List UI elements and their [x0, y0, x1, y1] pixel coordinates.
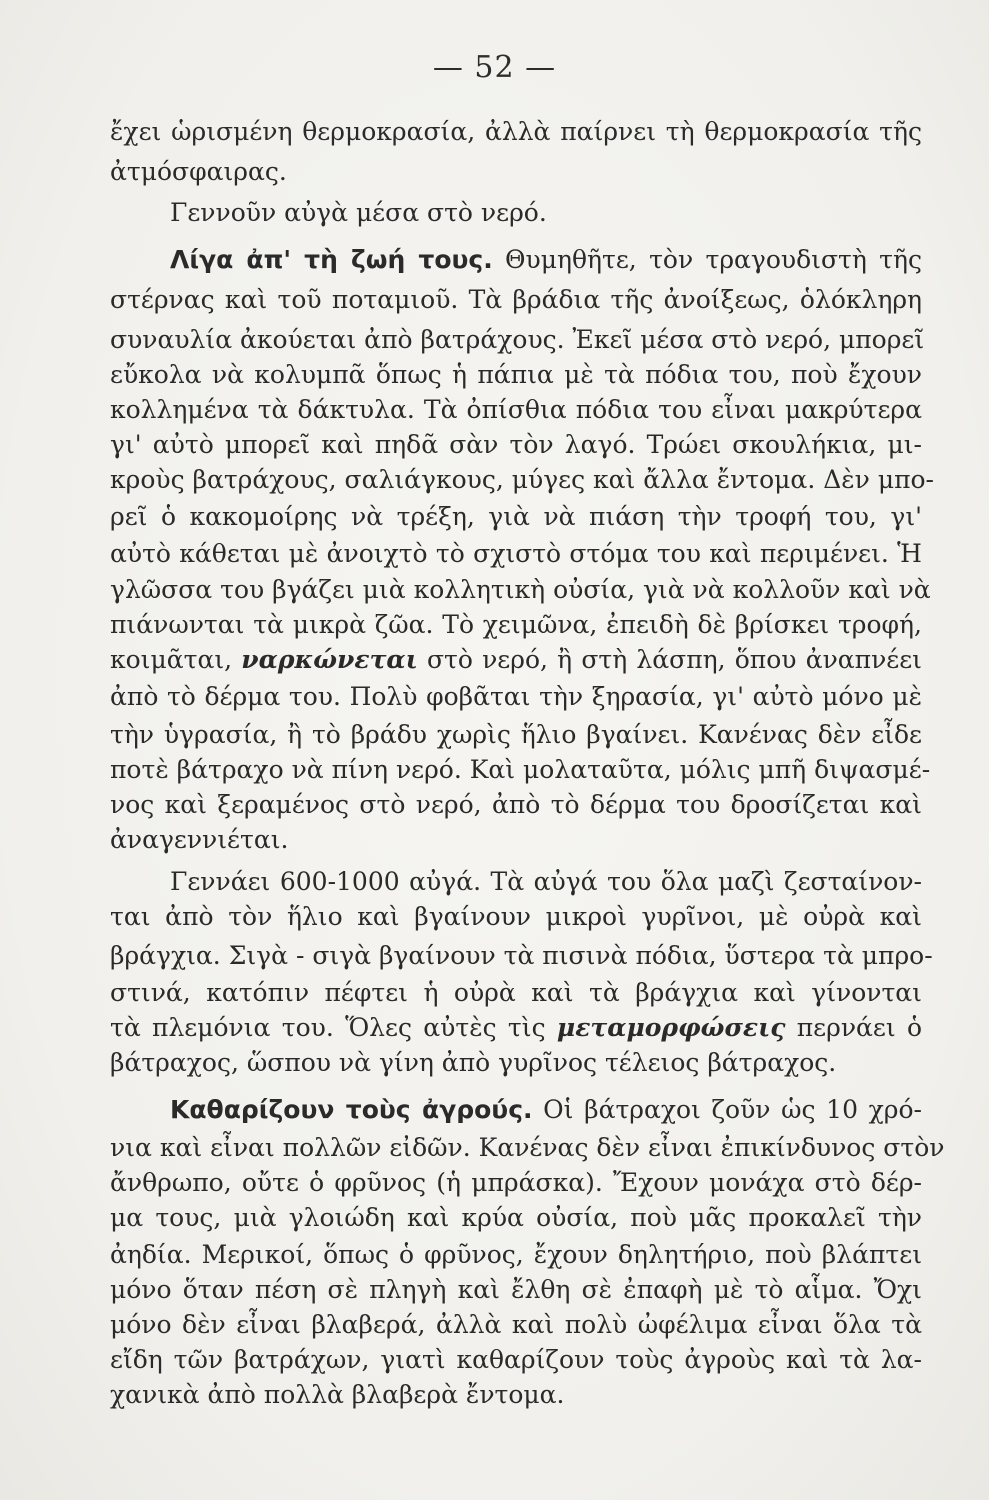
text-line: συναυλία ἀκούεται ἀπὸ βατράχους. Ἐκεῖ μέσα στὸ νερό, μπορεῖ: [110, 325, 925, 354]
text-line: ται ἀπὸ τὸν ἥλιο καὶ βγαίνουν μικροὶ γυρῖνοι, μὲ οὐρὰ καὶ: [110, 902, 922, 931]
page-number: — 52 —: [432, 50, 557, 85]
text-line: γλῶσσα του βγάζει μιὰ κολλητικὴ οὐσία, γιὰ νὰ κολλοῦν καὶ νὰ: [110, 575, 931, 604]
text-line: ἀηδία. Μερικοί, ὅπως ὁ φρῦνος, ἔχουν δηλητήριο, ποὺ βλάπτει: [110, 1240, 922, 1269]
text-line: κολλημένα τὰ δάκτυλα. Τὰ ὀπίσθια πόδια του εἶναι μακρύτερα: [110, 395, 922, 424]
text-line: ἄνθρωπο, οὔτε ὁ φρῦνος (ἡ μπράσκα). Ἔχουν μονάχα στὸ δέρ-: [110, 1168, 922, 1197]
text-line: ἔχει ὡρισμένη θερμοκρασία, ἀλλὰ παίρνει τὴ θερμοκρασία τῆς: [110, 117, 922, 146]
text-run: κοιμᾶται,: [110, 645, 242, 674]
text-line: κροὺς βατράχους, σαλιάγκους, μύγες καὶ ἄλλα ἔντομα. Δὲν μπο-: [110, 465, 934, 494]
text-line: ἀναγεννιέται.: [110, 825, 289, 854]
text-line: μόνο δὲν εἶναι βλαβερά, ἀλλὰ καὶ πολὺ ὠφέλιμα εἶναι ὅλα τὰ: [110, 1310, 922, 1339]
text-line: ρεῖ ὁ κακομοίρης νὰ τρέξη, γιὰ νὰ πιάση τὴν τροφή του, γι': [110, 502, 922, 531]
text-line: στινά, κατόπιν πέφτει ἡ οὐρὰ καὶ τὰ βράγχια καὶ γίνονται: [110, 978, 922, 1007]
text-line: νια καὶ εἶναι πολλῶν εἰδῶν. Κανένας δὲν εἶναι ἐπικίνδυνος στὸν: [110, 1133, 945, 1162]
text-line: ποτὲ βάτραχο νὰ πίνη νερό. Καὶ μολαταῦτα, μόλις μπῆ διψασμέ-: [110, 755, 931, 784]
section-heading: Λίγα ἀπ' τὴ ζωή τους.: [170, 245, 493, 274]
text-line: [110, 1008, 922, 1048]
text-line: ἀτμόσφαιρας.: [110, 157, 287, 186]
text-run: Θυμηθῆτε, τὸν τραγουδιστὴ τῆς: [492, 245, 922, 274]
emphasis-term: μεταμορφώσεις: [556, 1013, 786, 1042]
text-run: στὸ νερό, ἢ στὴ λάσπη, ὅπου ἀναπνέει: [417, 645, 922, 674]
text-line: χανικὰ ἀπὸ πολλὰ βλαβερὰ ἔντομα.: [110, 1380, 565, 1409]
text-line: εἴδη τῶν βατράχων, γιατὶ καθαρίζουν τοὺς ἀγροὺς καὶ τὰ λα-: [110, 1345, 922, 1374]
text-line: Γεννάει 600-1000 αὐγά. Τὰ αὐγά του ὅλα μαζὶ ζεσταίνον-: [170, 867, 922, 896]
text-line: βάτραχος, ὥσπου νὰ γίνη ἀπὸ γυρῖνος τέλειος βάτραχος.: [110, 1048, 837, 1077]
text-line: νος καὶ ξεραμένος στὸ νερό, ἀπὸ τὸ δέρμα του δροσίζεται καὶ: [110, 790, 922, 819]
text-line: πιάνωνται τὰ μικρὰ ζῶα. Τὸ χειμῶνα, ἐπειδὴ δὲ βρίσκει τροφή,: [110, 610, 922, 639]
section-heading: Καθαρίζουν τοὺς ἀγρούς.: [170, 1095, 533, 1124]
text-run: Οἱ βάτραχοι ζοῦν ὡς 10 χρό-: [532, 1095, 922, 1124]
text-line: [170, 240, 922, 280]
text-line: ἀπὸ τὸ δέρμα του. Πολὺ φοβᾶται τὴν ξηρασία, γι' αὐτὸ μόνο μὲ: [110, 682, 922, 711]
text-run: τὰ πλεμόνια του. Ὅλες αὐτὲς τὶς: [110, 1013, 557, 1042]
text-line: Γεννοῦν αὐγὰ μέσα στὸ νερό.: [170, 198, 547, 227]
emphasis-term: ναρκώνεται: [241, 645, 418, 674]
text-run: περνάει ὁ: [785, 1013, 923, 1042]
text-line: μα τους, μιὰ γλοιώδη καὶ κρύα οὐσία, ποὺ μᾶς προκαλεῖ τὴν: [110, 1203, 922, 1232]
text-line: [110, 640, 922, 680]
text-line: τὴν ὑγρασία, ἢ τὸ βράδυ χωρὶς ἥλιο βγαίνει. Κανένας δὲν εἶδε: [110, 720, 922, 749]
text-line: στέρνας καὶ τοῦ ποταμιοῦ. Τὰ βράδια τῆς ἀνοίξεως, ὁλόκληρη: [110, 285, 922, 314]
text-line: βράγχια. Σιγὰ - σιγὰ βγαίνουν τὰ πισινὰ πόδια, ὕστερα τὰ μπρο-: [110, 941, 933, 970]
text-line: μόνο ὅταν πέση σὲ πληγὴ καὶ ἔλθη σὲ ἐπαφὴ μὲ τὸ αἷμα. Ὄχι: [110, 1275, 922, 1304]
text-line: γι' αὐτὸ μπορεῖ καὶ πηδᾶ σὰν τὸν λαγό. Τρώει σκουλήκια, μι-: [110, 430, 922, 459]
text-line: [170, 1090, 922, 1130]
text-line: αὐτὸ κάθεται μὲ ἀνοιχτὸ τὸ σχιστὸ στόμα του καὶ περιμένει. Ἡ: [110, 539, 922, 568]
text-line: εὔκολα νὰ κολυμπᾶ ὅπως ἡ πάπια μὲ τὰ πόδια του, ποὺ ἔχουν: [110, 360, 922, 389]
